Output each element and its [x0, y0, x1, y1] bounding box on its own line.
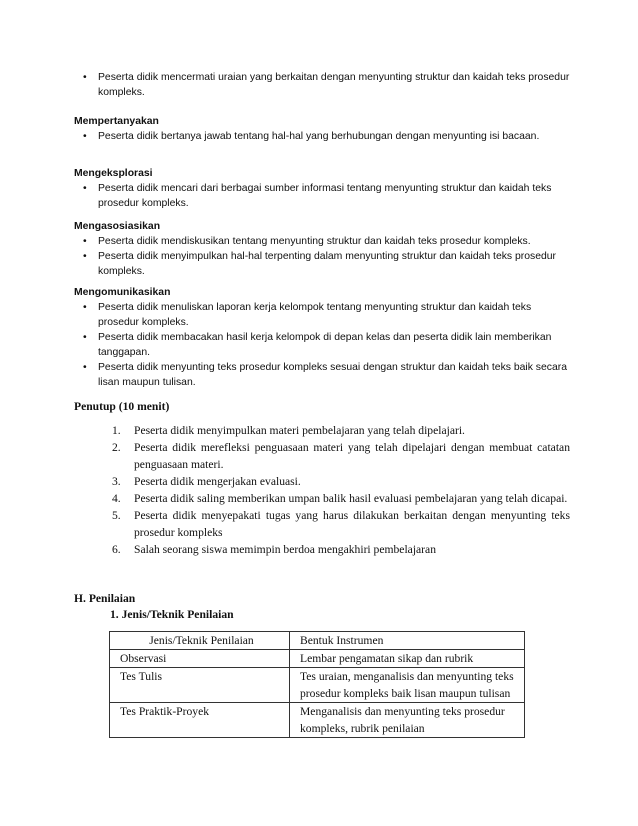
table-cell: Lembar pengamatan sikap dan rubrik — [290, 650, 525, 668]
table-cell: Menganalisis dan menyunting teks prosedur kompleks, rubrik penilaian — [290, 703, 525, 738]
step-text: Peserta didik mengerjakan evaluasi. — [134, 475, 301, 488]
penutup-title: Penutup (10 menit) — [74, 400, 170, 413]
step-number: 3. — [112, 475, 121, 488]
mengamati-section — [74, 70, 574, 100]
list-item: • Peserta didik mencari dari berbagai sumber informasi tentang menyunting struktur dan kaidah teks prosedur kompleks. — [74, 181, 574, 211]
table-cell: Tes Tulis — [110, 668, 290, 703]
list-item: • Peserta didik mencermati uraian yang berkaitan dengan menyunting struktur dan kaidah teks prosedur kompleks. — [74, 70, 574, 100]
list-item: • Peserta didik mendiskusikan tentang menyunting struktur dan kaidah teks prosedur kompleks. — [74, 234, 574, 249]
list-item: • Peserta didik menyimpulkan hal-hal terpenting dalam menyunting struktur dan kaidah teks prosedur kompleks. — [74, 249, 574, 279]
list-item — [94, 439, 570, 473]
section-heading: Mempertanyakan — [74, 116, 159, 127]
section-heading: Mengeksplorasi — [74, 168, 153, 179]
table-header-row — [110, 632, 525, 650]
section-heading: Mengomunikasikan — [74, 287, 171, 298]
step-text: Peserta didik menyepakati tugas yang harus dilakukan berkaitan dengan menyunting teks prosedur kompleks — [134, 509, 570, 539]
list-item — [94, 541, 570, 558]
table-cell: Observasi — [110, 650, 290, 668]
table-cell: Tes Praktik-Proyek — [110, 703, 290, 738]
step-text: Peserta didik merefleksi penguasaan materi yang telah dipelajari dengan membuat catatan penguasaan materi. — [134, 441, 570, 471]
step-number: 5. — [112, 509, 121, 522]
mengasosiasikan-section — [74, 219, 574, 279]
section-heading: Mengasosiasikan — [74, 221, 161, 232]
step-number: 6. — [112, 543, 121, 556]
step-text: Peserta didik menyimpulkan materi pembelajaran yang telah dipelajari. — [134, 424, 465, 437]
table-cell: Tes uraian, menganalisis dan menyunting teks prosedur kompleks baik lisan maupun tulisan — [290, 668, 525, 703]
mempertanyakan-list — [74, 129, 574, 144]
penilaian-subtitle: 1. Jenis/Teknik Penilaian — [110, 608, 234, 621]
mengeksplorasi-section — [74, 166, 574, 211]
list-item: • Peserta didik menuliskan laporan kerja kelompok tentang menyunting struktur dan kaidah teks prosedur kompleks. — [74, 300, 574, 330]
step-number: 4. — [112, 492, 121, 505]
list-item: • Peserta didik menyunting teks prosedur kompleks sesuai dengan struktur dan kaidah teks baik secara lisan maupun tulisan. — [74, 360, 574, 390]
step-text: Salah seorang siswa memimpin berdoa mengakhiri pembelajaran — [134, 543, 436, 556]
table-header-cell: Jenis/Teknik Penilaian — [110, 632, 290, 650]
list-item — [94, 490, 570, 507]
penilaian-table — [109, 631, 525, 738]
table-row — [110, 650, 525, 668]
list-item: • Peserta didik bertanya jawab tentang hal-hal yang berhubungan dengan menyunting isi bacaan. — [74, 129, 574, 144]
table-header-cell: Bentuk Instrumen — [290, 632, 525, 650]
mengomunikasikan-section — [74, 285, 574, 390]
list-item — [94, 473, 570, 490]
penilaian-title: H. Penilaian — [74, 592, 136, 605]
list-item: • Peserta didik membacakan hasil kerja kelompok di depan kelas dan peserta didik lain memberikan tanggapan. — [74, 330, 574, 360]
mengasosiasikan-list — [74, 234, 574, 279]
list-item — [94, 422, 570, 439]
penutup-steps — [94, 422, 570, 558]
mengomunikasikan-list — [74, 300, 574, 390]
step-number: 1. — [112, 424, 121, 437]
mempertanyakan-section — [74, 114, 574, 144]
list-item — [94, 507, 570, 541]
table-row — [110, 668, 525, 703]
step-number: 2. — [112, 441, 121, 454]
table-row — [110, 703, 525, 738]
mengamati-list — [74, 70, 574, 100]
mengeksplorasi-list — [74, 181, 574, 211]
step-text: Peserta didik saling memberikan umpan balik hasil evaluasi pembelajaran yang telah dicapai. — [134, 492, 568, 505]
